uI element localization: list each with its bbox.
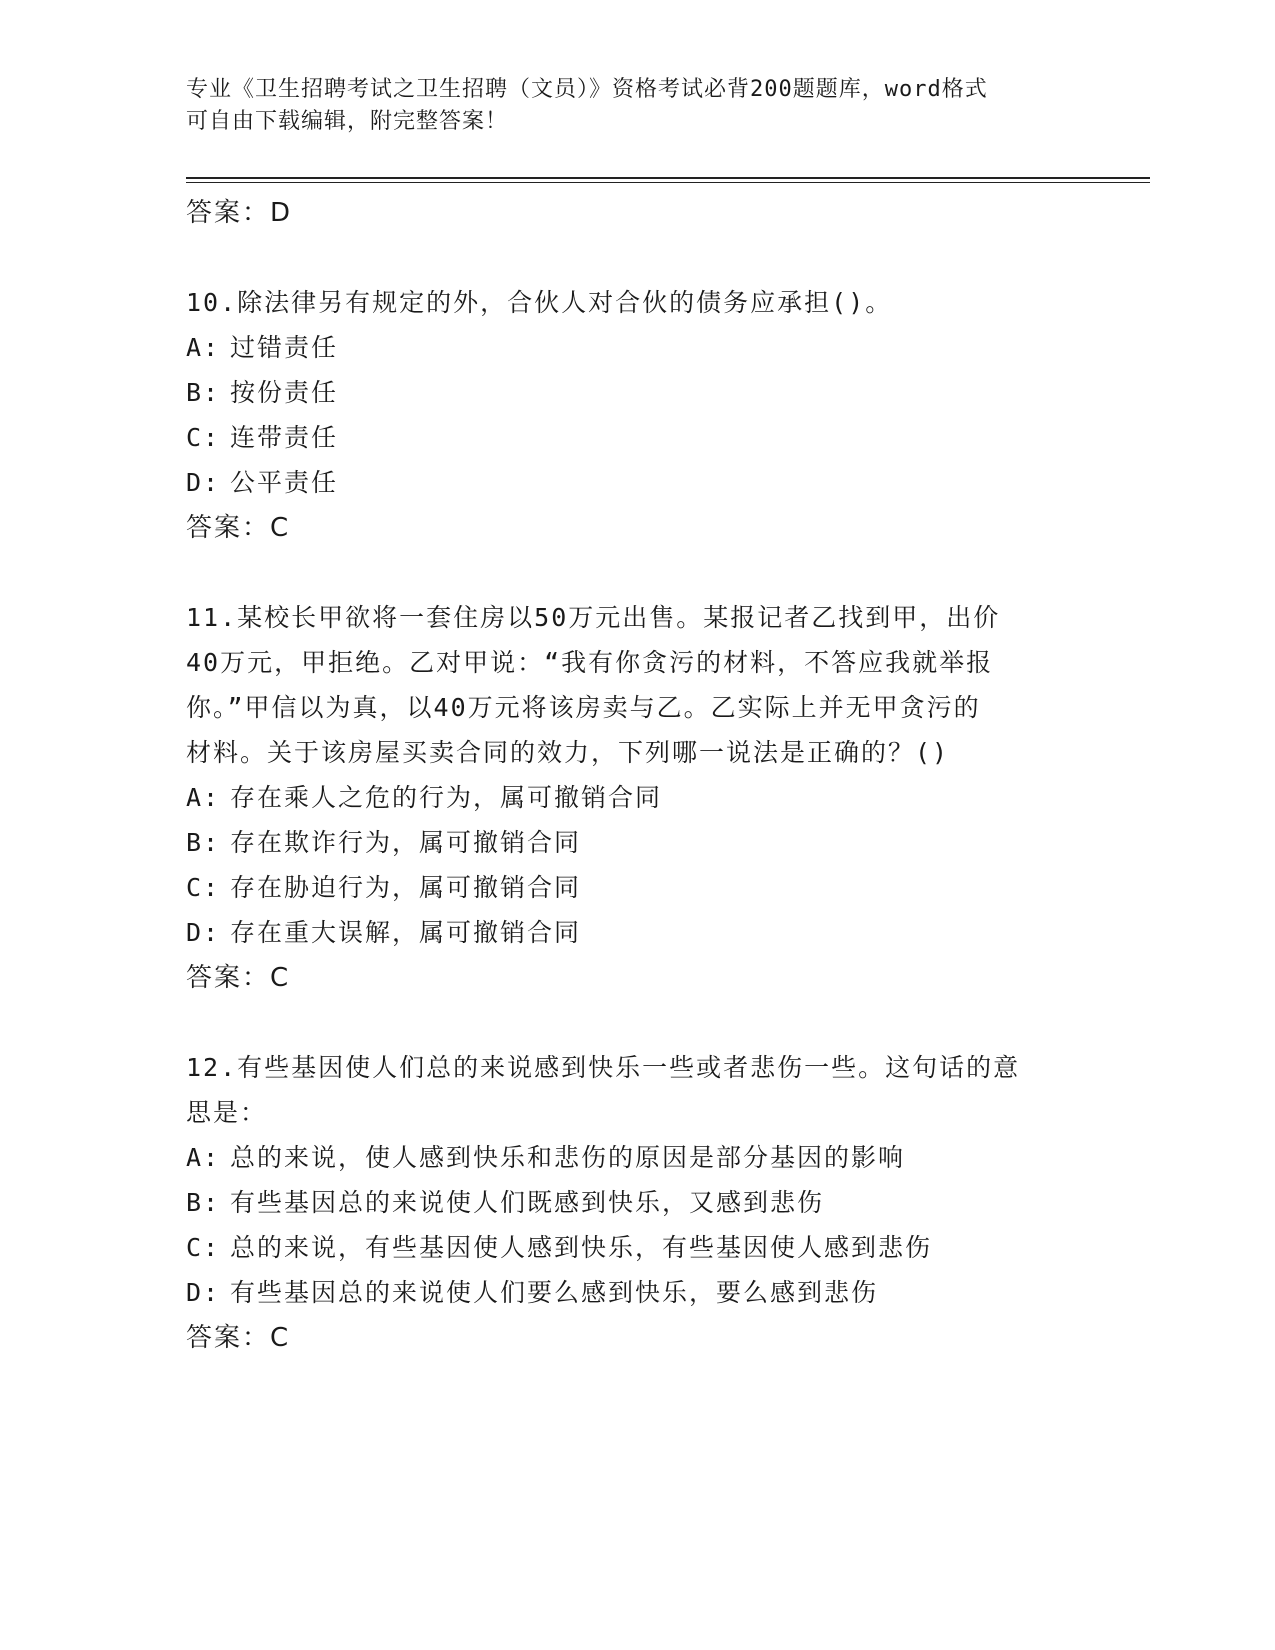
header-line-2: 可自由下载编辑，附完整答案！: [186, 109, 509, 134]
option-a: [186, 325, 1086, 370]
option-text: 总的来说，使人感到快乐和悲伤的原因是部分基因的影响: [230, 1143, 906, 1172]
option-c: [186, 865, 1086, 910]
option-text: 有些基因总的来说使人们既感到快乐，又感到悲伤: [230, 1188, 825, 1217]
question-text: 12.有些基因使人们总的来说感到快乐一些或者悲伤一些。这句话的意: [186, 1053, 1021, 1082]
header-divider-thick: [186, 177, 1150, 179]
option-text: 连带责任: [230, 423, 339, 452]
answer: 答案：C: [186, 513, 291, 543]
option-text: 存在欺诈行为，属可撤销合同: [230, 828, 582, 857]
option-c: [186, 415, 1086, 460]
document-header: [186, 74, 1086, 138]
question-text: 你。”甲信以为真，以40万元将该房卖与乙。乙实际上并无甲贪污的: [186, 693, 981, 722]
spacer: [186, 236, 1086, 280]
option-text: 按份责任: [230, 378, 339, 407]
option-label: D:: [186, 918, 221, 947]
option-c: [186, 1225, 1086, 1270]
option-text: 总的来说，有些基因使人感到快乐，有些基因使人感到悲伤: [230, 1233, 933, 1262]
question-block: [186, 280, 1086, 551]
question-block: [186, 595, 1086, 1001]
option-label: B:: [186, 828, 221, 857]
question-text: 材料。关于该房屋买卖合同的效力，下列哪一说法是正确的？(): [186, 738, 950, 767]
spacer: [186, 551, 1086, 595]
option-label: A:: [186, 783, 221, 812]
option-label: A:: [186, 333, 221, 362]
option-b: [186, 1180, 1086, 1225]
answer: 答案：C: [186, 963, 291, 993]
answer: 答案：C: [186, 1323, 291, 1353]
option-label: B:: [186, 378, 221, 407]
option-text: 存在胁迫行为，属可撤销合同: [230, 873, 582, 902]
previous-answer: 答案：D: [186, 198, 293, 228]
question-list: [186, 190, 1086, 1361]
option-d: [186, 460, 1086, 505]
option-label: D:: [186, 468, 221, 497]
question-text: 40万元，甲拒绝。乙对甲说：“我有你贪污的材料，不答应我就举报: [186, 648, 994, 677]
option-text: 过错责任: [230, 333, 339, 362]
option-text: 存在重大误解，属可撤销合同: [230, 918, 582, 947]
option-label: D:: [186, 1278, 221, 1307]
question-text: 思是：: [186, 1098, 268, 1127]
option-label: A:: [186, 1143, 221, 1172]
option-text: 有些基因总的来说使人们要么感到快乐，要么感到悲伤: [230, 1278, 879, 1307]
option-a: [186, 1135, 1086, 1180]
option-label: B:: [186, 1188, 221, 1217]
option-text: 存在乘人之危的行为，属可撤销合同: [230, 783, 663, 812]
header-line-1: 专业《卫生招聘考试之卫生招聘（文员）》资格考试必背200题题库，word格式: [186, 77, 988, 102]
option-a: [186, 775, 1086, 820]
question-block: [186, 1045, 1086, 1361]
option-b: [186, 370, 1086, 415]
option-text: 公平责任: [230, 468, 339, 497]
option-d: [186, 910, 1086, 955]
option-label: C:: [186, 423, 221, 452]
option-label: C:: [186, 1233, 221, 1262]
option-label: C:: [186, 873, 221, 902]
header-divider-thin: [186, 182, 1150, 183]
spacer: [186, 1001, 1086, 1045]
question-text: 10.除法律另有规定的外，合伙人对合伙的债务应承担()。: [186, 288, 893, 317]
question-text: 11.某校长甲欲将一套住房以50万元出售。某报记者乙找到甲，出价: [186, 603, 1001, 632]
option-d: [186, 1270, 1086, 1315]
option-b: [186, 820, 1086, 865]
